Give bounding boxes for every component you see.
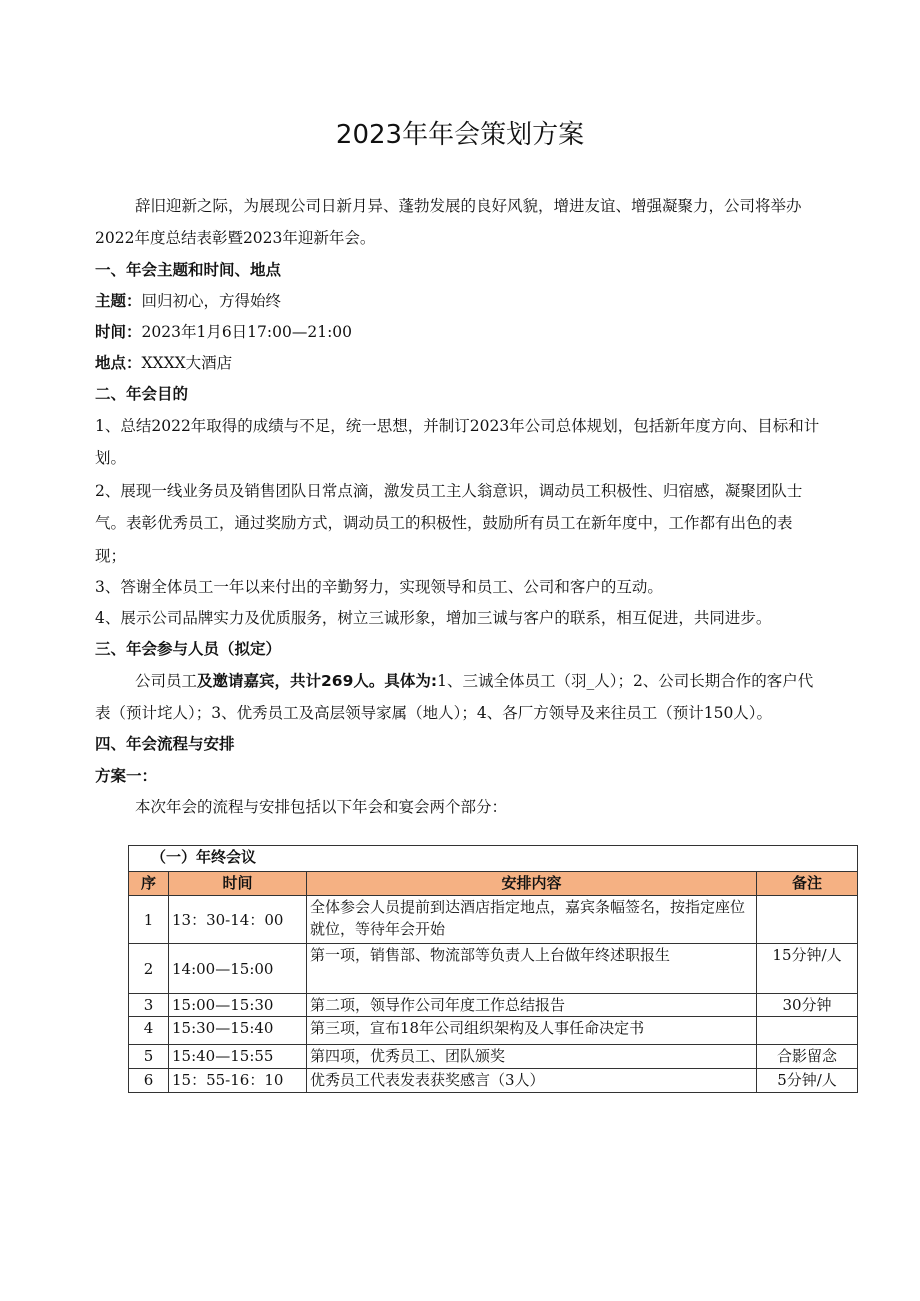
table-row [129,1045,858,1069]
row-content: 全体参会人员提前到达酒店指定地点，嘉宾条幅签名，按指定座位就位，等待年会开始 [307,896,757,944]
participants-line-2: 表（预计垞人）；3、优秀员工及高层领导家属（地人）；4、各厂方领导及来往员工（预计150人）。 [95,704,773,722]
purpose-item-1-line-1: 1、总结2022年取得的成绩与不足，统一思想，并制订2023年公司总体规划，包括新年度方向、目标和计 [95,417,820,435]
table-row [129,1017,858,1045]
row-seq: 5 [129,1045,169,1069]
time-label: 时间： [95,323,142,341]
participants-total: 及邀请嘉宾，共计269人。具体为: [197,672,438,690]
time-value: 2023年1月6日17:00—21:00 [141,323,353,341]
row-time: 15:00—15:30 [169,994,307,1017]
plan-label: 方案一： [95,767,158,785]
purpose-item-3: 3、答谢全体员工一年以来付出的辛勤努力，实现领导和员工、公司和客户的互动。 [95,578,663,596]
row-time: 15:30—15:40 [169,1017,307,1045]
participants-staff: 公司员工 [135,672,198,690]
row-note: 合影留念 [757,1045,858,1069]
theme-value: 回归初心，方得始终 [141,292,282,310]
row-seq: 1 [129,896,169,944]
intro-line-1: 辞旧迎新之际，为展现公司日新月异、蓬勃发展的良好风貌，增进友谊、增强凝聚力，公司将举办 [135,197,802,215]
row-note: 5分钟/人 [757,1069,858,1093]
purpose-item-1-line-2: 划。 [95,449,127,467]
table-header-row [129,872,858,896]
header-time: 时间 [169,872,307,896]
purpose-item-2-line-1: 2、展现一线业务员及销售团队日常点滴，激发员工主人翁意识，调动员工积极性、归宿感，凝聚团队士 [95,482,803,500]
row-content: 优秀员工代表发表获奖感言（3人） [307,1069,757,1093]
row-time: 14:00—15:00 [169,944,307,994]
purpose-item-2-line-3: 现； [95,547,127,565]
table-section-title: （一）年终会议 [129,846,858,872]
plan-description: 本次年会的流程与安排包括以下年会和宴会两个部分： [135,798,508,816]
row-content: 第一项，销售部、物流部等负责人上台做年终述职报生 [307,944,757,994]
header-note: 备注 [757,872,858,896]
section3-heading: 三、年会参与人员（拟定） [95,640,282,658]
theme-label: 主题： [95,292,142,310]
participants-line-1 [135,671,813,691]
row-seq: 6 [129,1069,169,1093]
theme-line [95,291,281,311]
document-title: 2023年年会策划方案 [335,120,585,150]
table-row [129,1069,858,1093]
place-line [95,353,232,373]
row-note: 15分钟/人 [757,944,858,994]
table-row [129,944,858,994]
place-value: XXXX大酒店 [141,354,233,372]
row-note: 30分钟 [757,994,858,1017]
row-note [757,896,858,944]
section2-heading: 二、年会目的 [95,385,189,403]
section4-heading: 四、年会流程与安排 [95,735,235,753]
schedule-table [128,845,858,1093]
header-content: 安排内容 [307,872,757,896]
place-label: 地点： [95,354,142,372]
row-note [757,1017,858,1045]
participants-detail: 1、三诚全体员工（羽_人）；2、公司长期合作的客户代 [437,672,814,690]
row-content: 第四项，优秀员工、团队颁奖 [307,1045,757,1069]
table-row [129,994,858,1017]
purpose-item-2-line-2: 气。表彰优秀员工，通过奖励方式，调动员工的积极性，鼓励所有员工在新年度中，工作都有出色的表 [95,514,793,532]
row-time: 13：30-14：00 [169,896,307,944]
row-time: 15：55-16：10 [169,1069,307,1093]
row-seq: 3 [129,994,169,1017]
row-seq: 2 [129,944,169,994]
row-content: 第三项，宣布18年公司组织架构及人事任命决定书 [307,1017,757,1045]
row-seq: 4 [129,1017,169,1045]
row-time: 15:40—15:55 [169,1045,307,1069]
header-seq: 序 [129,872,169,896]
time-line [95,322,352,342]
section1-heading: 一、年会主题和时间、地点 [95,261,282,279]
purpose-item-4: 4、展示公司品牌实力及优质服务，树立三诚形象，增加三诚与客户的联系，相互促进，共同进步。 [95,609,772,627]
row-content: 第二项，领导作公司年度工作总结报告 [307,994,757,1017]
intro-line-2: 2022年度总结表彰暨2023年迎新年会。 [95,229,376,247]
table-row [129,896,858,944]
